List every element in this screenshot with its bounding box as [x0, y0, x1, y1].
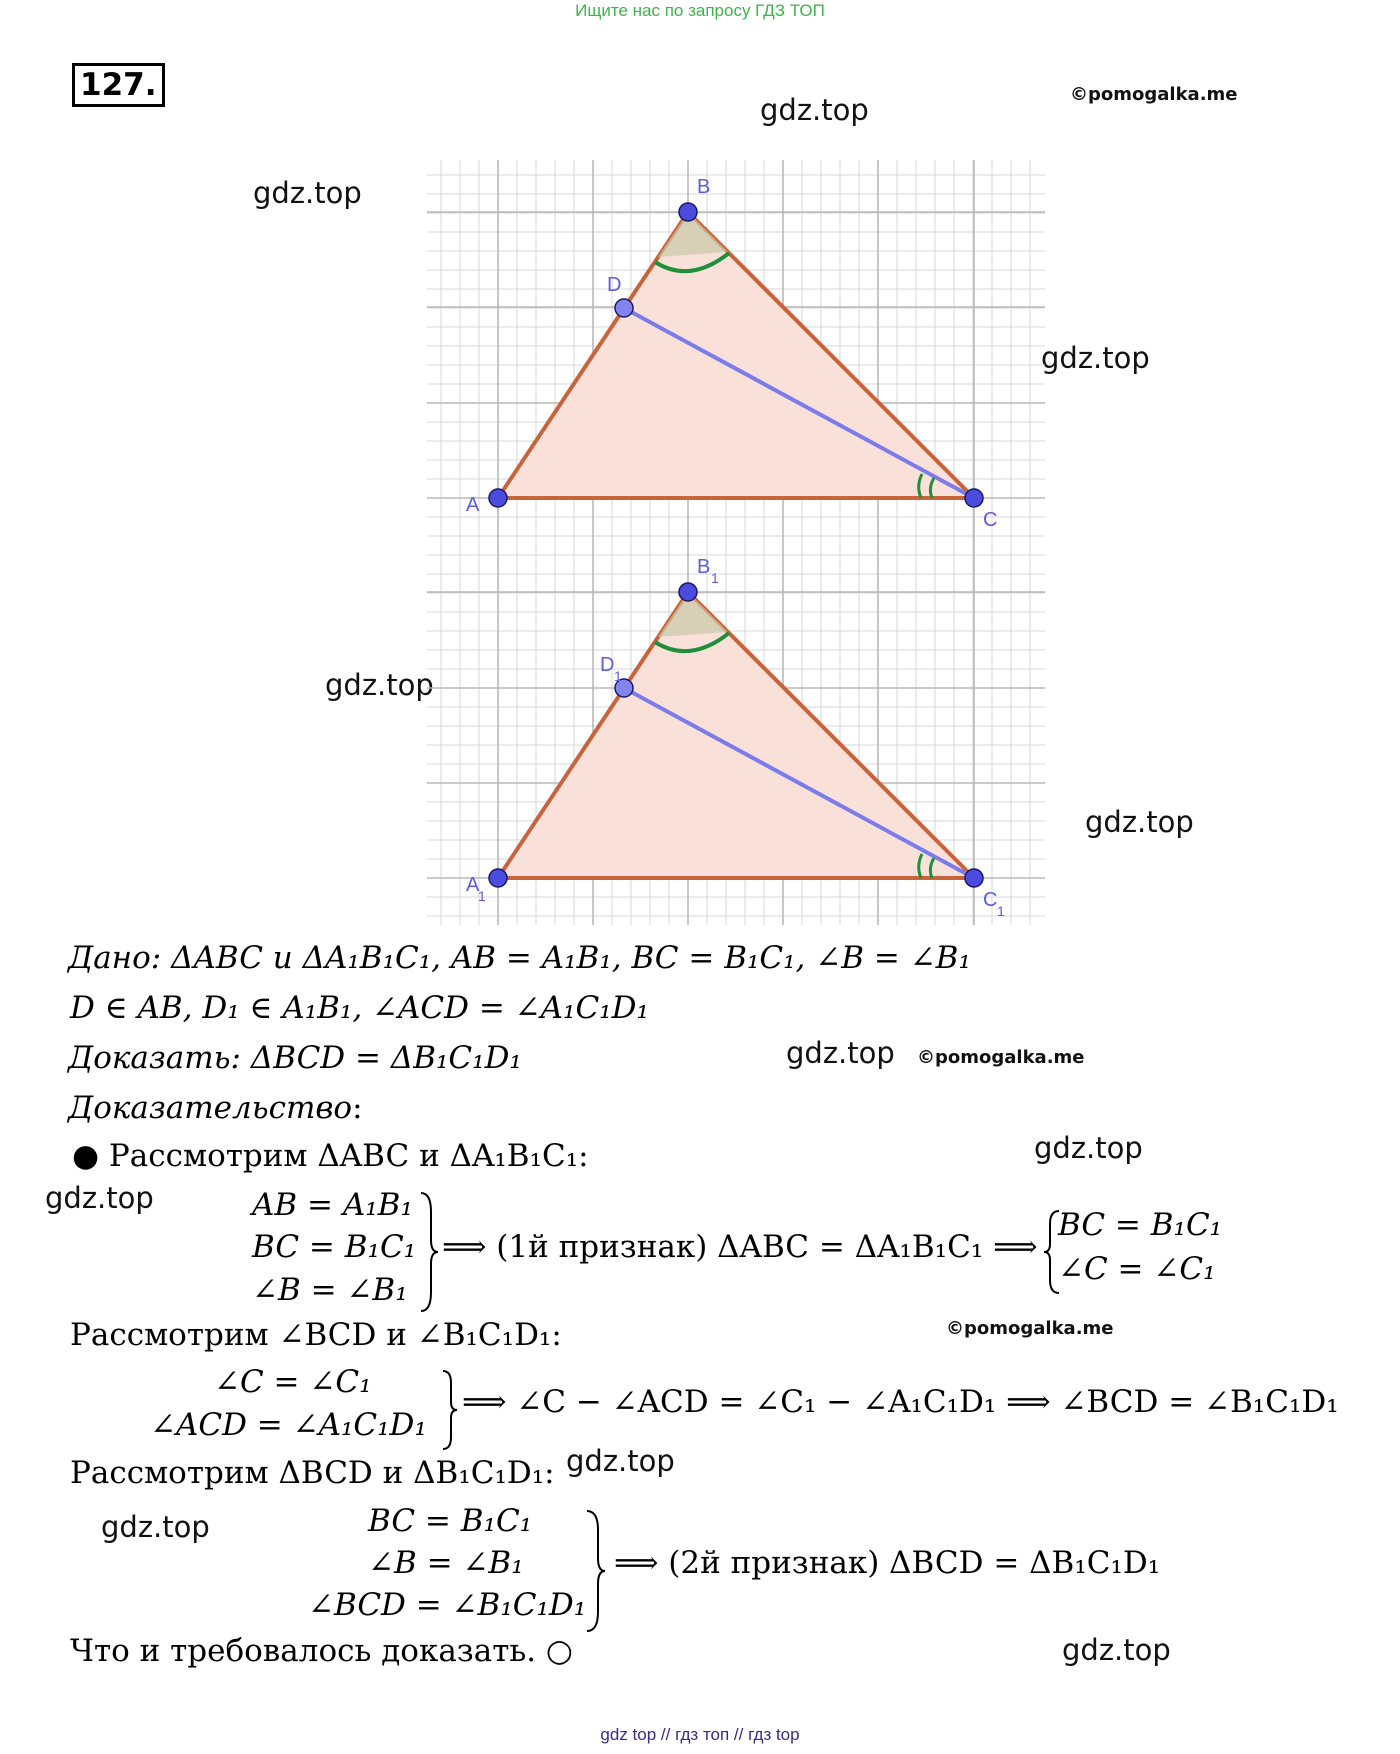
label-d1-sub: 1 — [614, 668, 622, 684]
label-c1: C — [983, 889, 998, 911]
step1-cond-3: ∠B = ∠B₁ — [252, 1272, 408, 1308]
label-b: B — [697, 176, 711, 198]
step1-title: ● Рассмотрим ΔABC и ΔA₁B₁C₁: — [72, 1138, 589, 1174]
copyright-mark: ©pomogalka.me — [946, 1318, 1114, 1339]
header-link[interactable]: Ищите нас по запросу ГДЗ ТОП — [575, 1, 825, 20]
point-d — [615, 299, 633, 317]
point-b1 — [679, 583, 697, 601]
label-c1-sub: 1 — [997, 903, 1005, 919]
right-brace — [440, 1368, 460, 1452]
step3-cond-3: ∠BCD = ∠B₁C₁D₁ — [308, 1587, 587, 1623]
label-a1: A — [466, 874, 480, 896]
watermark: gdz.top — [45, 1181, 154, 1215]
step1-cond-2: BC = B₁C₁ — [252, 1229, 417, 1265]
watermark: gdz.top — [101, 1510, 210, 1544]
step1-consequence-2: ∠C = ∠C₁ — [1058, 1251, 1216, 1287]
step3-cond-1: BC = B₁C₁ — [368, 1503, 533, 1539]
proof-colon: : — [352, 1090, 363, 1126]
step3-result: ⟹ (2й признак) ΔBCD = ΔB₁C₁D₁ — [614, 1545, 1161, 1581]
copyright-mark: ©pomogalka.me — [1070, 84, 1238, 105]
step2-result: ⟹ ∠C − ∠ACD = ∠C₁ − ∠A₁C₁D₁ ⟹ ∠BCD = ∠B₁C₁D₁ — [462, 1384, 1339, 1420]
point-c1 — [965, 869, 983, 887]
right-brace — [418, 1190, 440, 1314]
problem-number: 127. — [72, 63, 165, 107]
triangle-a1b1c1 — [466, 556, 1005, 919]
prove-line — [68, 1040, 522, 1076]
label-a1-sub: 1 — [478, 888, 486, 904]
label-c: C — [983, 509, 998, 531]
point-c — [965, 489, 983, 507]
right-brace — [584, 1508, 608, 1634]
step3-title: Рассмотрим ΔBCD и ΔB₁C₁D₁: — [70, 1455, 555, 1491]
watermark: gdz.top — [1041, 341, 1150, 375]
given-line-2: D ∈ AB, D₁ ∈ A₁B₁, ∠ACD = ∠A₁C₁D₁ — [70, 990, 649, 1026]
proof-heading — [68, 1090, 363, 1126]
label-b1: B — [697, 556, 711, 578]
label-b1-sub: 1 — [711, 570, 719, 586]
watermark: gdz.top — [786, 1036, 895, 1070]
watermark: gdz.top — [1034, 1131, 1143, 1165]
label-d: D — [607, 274, 622, 296]
point-a — [489, 489, 507, 507]
step3-cond-2: ∠B = ∠B₁ — [368, 1545, 524, 1581]
watermark: gdz.top — [325, 668, 434, 702]
step1-result: ⟹ (1й признак) ΔABC = ΔA₁B₁C₁ ⟹ — [442, 1229, 1038, 1265]
given-line-1 — [68, 940, 971, 976]
triangle-abc — [466, 176, 997, 531]
footer-links[interactable]: gdz top // гдз топ // гдз top — [600, 1725, 800, 1744]
watermark: gdz.top — [760, 93, 869, 127]
watermark: gdz.top — [253, 176, 362, 210]
label-a: A — [466, 494, 480, 516]
label-d1: D — [600, 654, 615, 676]
step2-cond-1: ∠C = ∠C₁ — [214, 1364, 372, 1400]
watermark: gdz.top — [1062, 1633, 1171, 1667]
point-a1 — [489, 869, 507, 887]
watermark: gdz.top — [1085, 805, 1194, 839]
geometry-figure — [420, 155, 1060, 935]
copyright-mark: ©pomogalka.me — [917, 1047, 1085, 1068]
given-label: Дано — [68, 940, 151, 976]
watermark: gdz.top — [566, 1444, 675, 1478]
step2-cond-2: ∠ACD = ∠A₁C₁D₁ — [150, 1407, 427, 1443]
conclusion: Что и требовалось доказать. ○ — [70, 1633, 573, 1669]
step1-consequence-1: BC = B₁C₁ — [1058, 1207, 1223, 1243]
prove-text: : ΔBCD = ΔB₁C₁D₁ — [230, 1040, 522, 1076]
given-text-1: : ΔABC и ΔA₁B₁C₁, AB = A₁B₁, BC = B₁C₁, ∠B = ∠B₁ — [150, 940, 971, 976]
proof-label: Доказательство — [68, 1090, 353, 1126]
step1-cond-1: AB = A₁B₁ — [252, 1187, 413, 1223]
prove-label: Доказать — [68, 1040, 231, 1076]
point-b — [679, 203, 697, 221]
step2-title: Рассмотрим ∠BCD и ∠B₁C₁D₁: — [70, 1317, 562, 1353]
